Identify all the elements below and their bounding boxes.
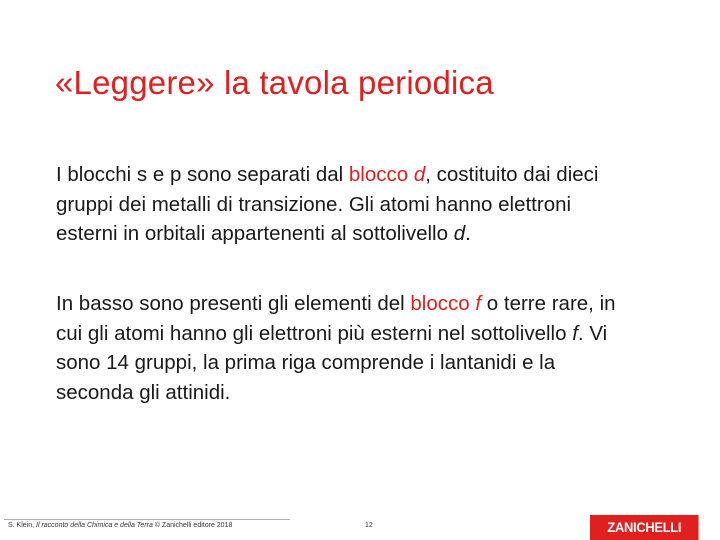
footer-book-title: Il racconto della Chimica e della Terra	[36, 522, 153, 529]
footer-copyright: © Zanichelli editore 2018	[152, 522, 233, 529]
paragraph-text: In basso sono presenti gli elementi del	[56, 292, 411, 315]
highlight-text: blocco	[410, 292, 476, 315]
paragraph-text: .	[465, 222, 471, 245]
paragraph-blocco-f	[56, 289, 616, 407]
footer-divider	[4, 519, 290, 520]
zanichelli-logo: ZANICHELLI	[590, 515, 699, 540]
paragraph-text: , costituito dai dieci gruppi dei metalli di transizione. Gli atomi hanno elettroni esterni in orbitali appartenenti al sottolivello	[56, 163, 599, 245]
slide-title: «Leggere» la tavola periodica	[55, 64, 494, 101]
paragraph-blocco-d	[56, 160, 616, 249]
footer-author: S. Klein,	[8, 522, 37, 529]
italic-text: f	[572, 321, 578, 345]
italic-text: d	[453, 222, 466, 245]
highlight-italic-text: d	[413, 163, 426, 186]
page-number: 12	[365, 522, 373, 529]
paragraph-text: o terre rare, in cui gli atomi hanno gli elettroni più esterni nel sottolivello	[56, 292, 616, 345]
highlight-italic-text: f	[475, 292, 482, 315]
footer-credit	[8, 522, 232, 529]
paragraph-text: . Vi sono 14 gruppi, la prima riga comprende i lantanidi e la seconda gli attinidi.	[56, 321, 608, 404]
highlight-text: blocco	[348, 163, 414, 186]
paragraph-text: I blocchi s e p sono separati dal	[56, 163, 349, 186]
